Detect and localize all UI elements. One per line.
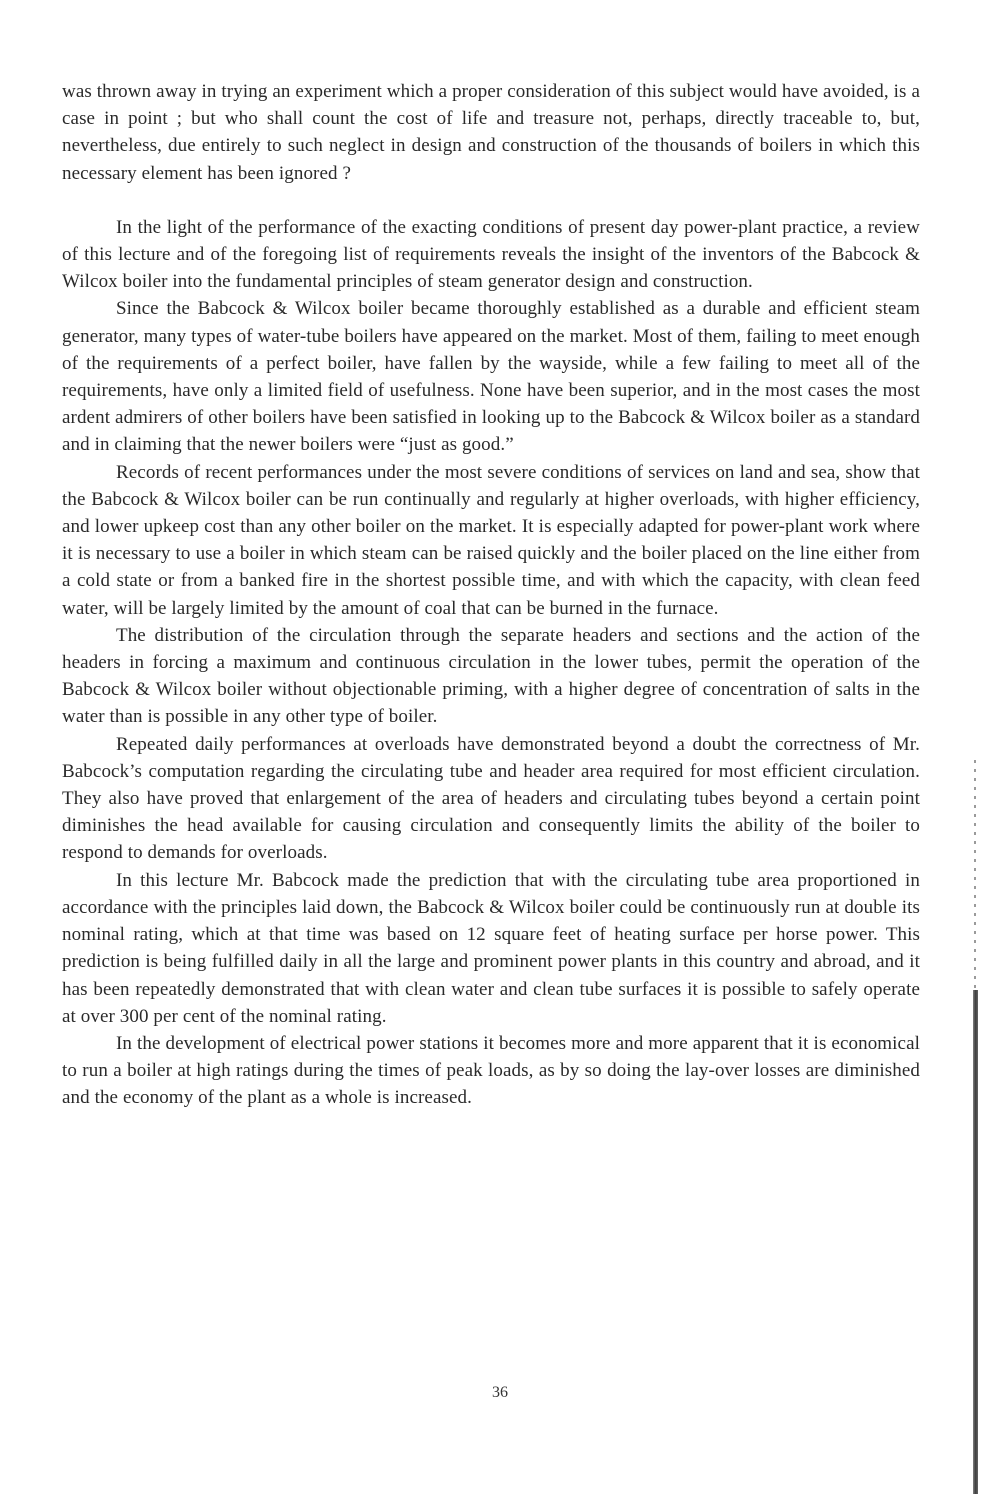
paragraph-power-stations: In the development of electrical power stations it becomes more and more apparent that it is economical to run a boiler at high ratings during the times of peak loads, as by so doing the lay-over losses are diminished and the economy of the plant as a whole is increased. — [62, 1032, 920, 1109]
page-body — [62, 78, 920, 1112]
paragraph-established-boiler: Since the Babcock & Wilcox boiler became thoroughly established as a durable and efficient steam generator, many types of water-tube boilers have appeared on the market. Most of them, failing to meet enough of the requirements of a perfect boiler, have fallen by the wayside, while a few failing to meet all of the requirements, have only a limited field of usefulness. None have been superior, and in the most cases the most ardent admirers of other boilers have been satisfied in looking up to the Babcock & Wilcox boiler as a standard and in claiming that the newer boilers were “just as good.” — [62, 298, 920, 456]
scan-binding-shadow — [973, 990, 978, 1494]
paragraph-circulation-distribution: The distribution of the circulation through the separate headers and sections and the action of the headers in forcing a maximum and continuous circulation in the lower tubes, permit the operation of the Babcock & Wilcox boiler without objectionable priming, with a higher degree of concentration of salts in the water than is possible in any other type of boiler. — [62, 624, 920, 728]
paragraph-continuation: was thrown away in trying an experiment which a proper consideration of this subject would have avoided, is a case in point ; but who shall count the cost of life and treasure not, perhaps, directly traceable to, but, nevertheless, due entirely to such neglect in design and construction of the thousands of boilers in which this necessary element has been ignored ? — [62, 81, 920, 184]
page-number: 36 — [492, 1384, 508, 1401]
scan-binding-shadow-faint — [974, 760, 976, 990]
paragraph-lecture-prediction: In this lecture Mr. Babcock made the prediction that with the circulating tube area proportioned in accordance with the principles laid down, the Babcock & Wilcox boiler could be continuously run at double its nominal rating, which at that time was based on 12 square feet of heating surface per horse power. This prediction is being fulfilled daily in all the large and prominent power plants in this country and abroad, and it has been repeatedly demonstrated that with clean water and clean tube surfaces it is possible to safely operate at over 300 per cent of the nominal rating. — [62, 869, 920, 1027]
paragraph-recent-records: Records of recent performances under the most severe conditions of services on land and sea, show that the Babcock & Wilcox boiler can be run continually and regularly at higher overloads, with higher efficiency, and lower upkeep cost than any other boiler on the market. It is especially adapted for power-plant work where it is necessary to use a boiler in which steam can be raised quickly and the boiler placed on the line either from a cold state or from a banked fire in the shortest possible time, and with which the capacity, with clean feed water, will be largely limited by the amount of coal that can be burned in the furnace. — [62, 461, 920, 619]
paragraph-daily-performances: Repeated daily performances at overloads have demonstrated beyond a doubt the correctness of Mr. Babcock’s computation regarding the circulating tube and header area required for most efficient circulation. They also have proved that enlargement of the area of headers and circulating tubes beyond a certain point diminishes the head available for causing circulation and consequently limits the ability of the boiler to respond to demands for overloads. — [62, 733, 920, 864]
paragraph-performance-review: In the light of the performance of the exacting conditions of present day power-plant practice, a review of this lecture and of the foregoing list of requirements reveals the insight of the inventors of the Babcock & Wilcox boiler into the fundamental principles of steam generator design and construction. — [62, 216, 920, 293]
